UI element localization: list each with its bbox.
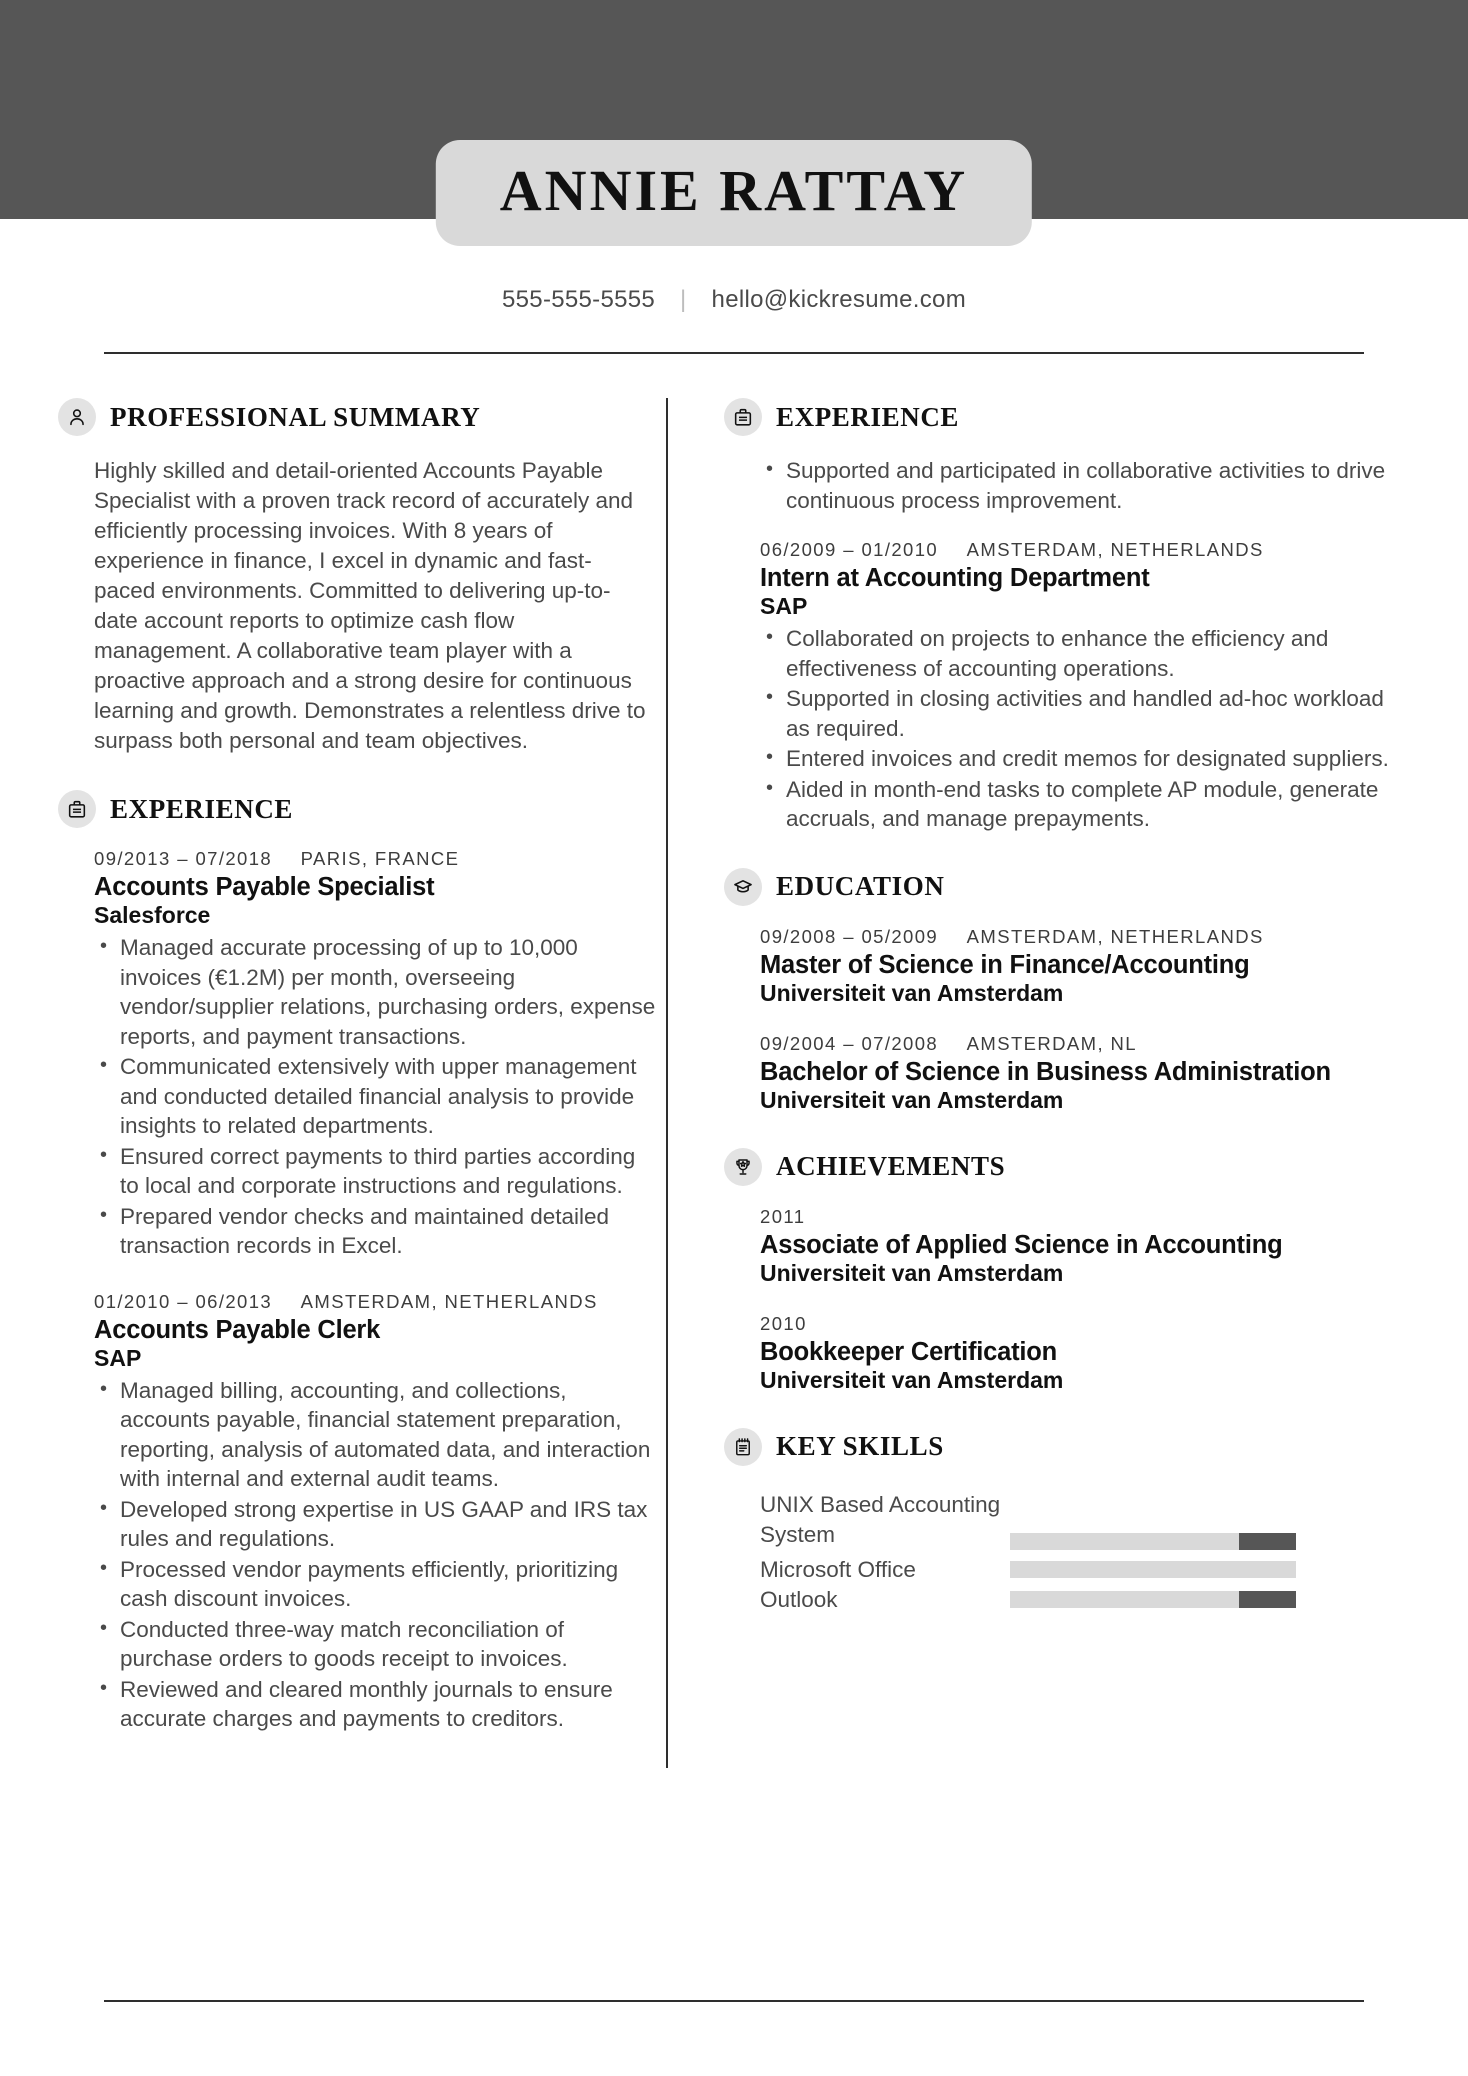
entry-dates: 06/2009 – 01/2010 (760, 539, 939, 560)
list-item: • Managed billing, accounting, and collections, accounts payable, financial statement preparation, reporting, analysis of automated data, and interaction with internal and external audit teams. (94, 1376, 660, 1494)
skill-level-bar (1010, 1561, 1296, 1578)
list-item: • Conducted three-way match reconciliation of purchase orders to goods receipt to invoices. (94, 1615, 660, 1674)
person-icon (58, 398, 96, 436)
right-column (668, 398, 1408, 1768)
entry-bullet-list (760, 624, 1408, 834)
entry-organization: Universiteit van Amsterdam (760, 1259, 1064, 1286)
list-item: • Ensured correct payments to third parties according to local and corporate instructions and regulations. (94, 1142, 660, 1201)
entry-meta (94, 848, 660, 870)
entry-meta (760, 1033, 1408, 1055)
list-item: • Supported and participated in collaborative activities to drive continuous process improvement. (760, 456, 1408, 515)
skill-level-marker (1239, 1591, 1296, 1608)
resume-columns (0, 398, 1468, 1768)
summary-paragraph: Highly skilled and detail-oriented Accounts Payable Specialist with a proven track record of accurately and efficiently processing invoices. With 8 years of experience in finance, I excel in dynamic and fast-paced environments. Committed to delivering up-to-date account reports to optimize cash flow management. A collaborative team player with a proactive approach and a strong desire for continuous learning and growth. Demonstrates a relentless drive to surpass both personal and team objectives. (94, 458, 646, 753)
entry-dates: 2010 (760, 1312, 807, 1334)
section-title: ACHIEVEMENTS (776, 1151, 1006, 1181)
email-text: hello@kickresume.com (711, 286, 966, 313)
contact-row (0, 286, 1468, 314)
achievement-entry (724, 1313, 1408, 1394)
section-heading (724, 1428, 1408, 1466)
entry-organization: Universiteit van Amsterdam (760, 1086, 1064, 1113)
entry-dates: 2011 (760, 1205, 806, 1227)
entry-meta (760, 926, 1408, 948)
skill-level-bar (1010, 1533, 1296, 1550)
entry-location: AMSTERDAM, NETHERLANDS (966, 925, 1264, 947)
entry-title: Accounts Payable Clerk (94, 1315, 381, 1344)
experience-entry (58, 848, 660, 1261)
name-badge (436, 140, 1032, 246)
skill-name: UNIX Based Accounting System (760, 1491, 1001, 1547)
section-heading (724, 398, 1408, 436)
skill-bar-holder (1010, 1555, 1408, 1585)
briefcase-icon (58, 790, 96, 828)
list-item: • Collaborated on projects to enhance the efficiency and effectiveness of accounting operations. (760, 624, 1408, 683)
entry-organization: SAP (760, 593, 808, 619)
graduation-cap-icon (724, 868, 762, 906)
left-column (0, 398, 660, 1768)
section-title: PROFESSIONAL SUMMARY (110, 401, 481, 432)
experience-entry (58, 1291, 660, 1734)
section-heading (724, 868, 1408, 906)
experience-entry (724, 539, 1408, 834)
skill-row (760, 1585, 1408, 1615)
achievements-section (724, 1148, 1408, 1394)
entry-title: Bookkeeper Certification (760, 1337, 1058, 1366)
list-item: • Processed vendor payments efficiently, prioritizing cash discount invoices. (94, 1555, 660, 1614)
education-entry (724, 926, 1408, 1007)
list-item: • Prepared vendor checks and maintained detailed transaction records in Excel. (94, 1202, 660, 1261)
entry-bullet-list (94, 933, 660, 1261)
briefcase-icon (724, 398, 762, 436)
skill-level-bar (1010, 1591, 1296, 1608)
entry-title: Associate of Applied Science in Accounting (760, 1230, 1283, 1259)
entry-organization: Universiteit van Amsterdam (760, 979, 1064, 1006)
list-item: • Supported in closing activities and handled ad-hoc workload as required. (760, 684, 1408, 743)
skill-name: Microsoft Office (760, 1556, 916, 1582)
entry-location: AMSTERDAM, NL (966, 1032, 1137, 1054)
entry-organization: Salesforce (94, 902, 211, 928)
achievement-entry (724, 1206, 1408, 1287)
section-title: EXPERIENCE (776, 401, 960, 432)
entry-location: AMSTERDAM, NETHERLANDS (300, 1290, 598, 1312)
section-heading (58, 398, 660, 436)
entry-bullet-list (760, 456, 1408, 515)
section-title: KEY SKILLS (776, 1431, 944, 1461)
section-title: EXPERIENCE (110, 793, 294, 824)
notepad-icon (724, 1428, 762, 1466)
section-title: EDUCATION (776, 871, 945, 901)
skill-name: Outlook (760, 1586, 838, 1612)
entry-meta (94, 1291, 660, 1313)
phone-text: 555-555-5555 (502, 286, 656, 313)
professional-summary-section (58, 398, 660, 756)
entry-organization: SAP (94, 1344, 142, 1371)
entry-dates: 09/2008 – 05/2009 (760, 925, 939, 947)
entry-title: Accounts Payable Specialist (94, 873, 435, 901)
skill-bar-holder (1010, 1585, 1408, 1615)
section-heading (58, 790, 660, 828)
section-heading (724, 1148, 1408, 1186)
entry-bullet-list (94, 1376, 660, 1734)
education-entry (724, 1033, 1408, 1114)
list-item: • Managed accurate processing of up to 10,000 invoices (€1.2M) per month, overseeing vendor/supplier relations, purchasing orders, expense reports, and payment transactions. (94, 933, 660, 1051)
skill-row (760, 1555, 1408, 1585)
list-item: • Communicated extensively with upper management and conducted detailed financial analysis to provide insights to related departments. (94, 1052, 660, 1141)
contact-separator: | (680, 286, 687, 313)
list-item: • Aided in month-end tasks to complete AP module, generate accruals, and manage prepayments. (760, 775, 1408, 834)
entry-location: AMSTERDAM, NETHERLANDS (966, 539, 1264, 560)
entry-dates: 01/2010 – 06/2013 (94, 1290, 273, 1312)
experience-section-left (58, 790, 660, 1734)
entry-location: PARIS, FRANCE (300, 848, 460, 869)
entry-title: Intern at Accounting Department (760, 564, 1150, 592)
key-skills-section (724, 1428, 1408, 1615)
experience-section-right (724, 398, 1408, 834)
list-item: • Reviewed and cleared monthly journals to ensure accurate charges and payments to creditors. (94, 1675, 660, 1734)
list-item: • Developed strong expertise in US GAAP and IRS tax rules and regulations. (94, 1495, 660, 1554)
entry-organization: Universiteit van Amsterdam (760, 1366, 1064, 1393)
entry-dates: 09/2004 – 07/2008 (760, 1032, 939, 1054)
top-divider-rule (104, 352, 1364, 354)
entry-title: Bachelor of Science in Business Administration (760, 1057, 1331, 1086)
skill-row (760, 1490, 1408, 1555)
trophy-icon (724, 1148, 762, 1186)
page-title: ANNIE RATTAY (499, 158, 969, 223)
entry-title: Master of Science in Finance/Accounting (760, 950, 1250, 979)
skill-bar-holder (1010, 1490, 1408, 1555)
education-section (724, 868, 1408, 1114)
skills-list (724, 1486, 1408, 1615)
list-item: • Entered invoices and credit memos for designated suppliers. (760, 744, 1408, 774)
entry-meta (760, 539, 1408, 561)
entry-dates: 09/2013 – 07/2018 (94, 848, 273, 869)
experience-continued-bullets (724, 456, 1408, 515)
skill-level-marker (1239, 1533, 1296, 1550)
bottom-divider-rule (104, 2000, 1364, 2002)
